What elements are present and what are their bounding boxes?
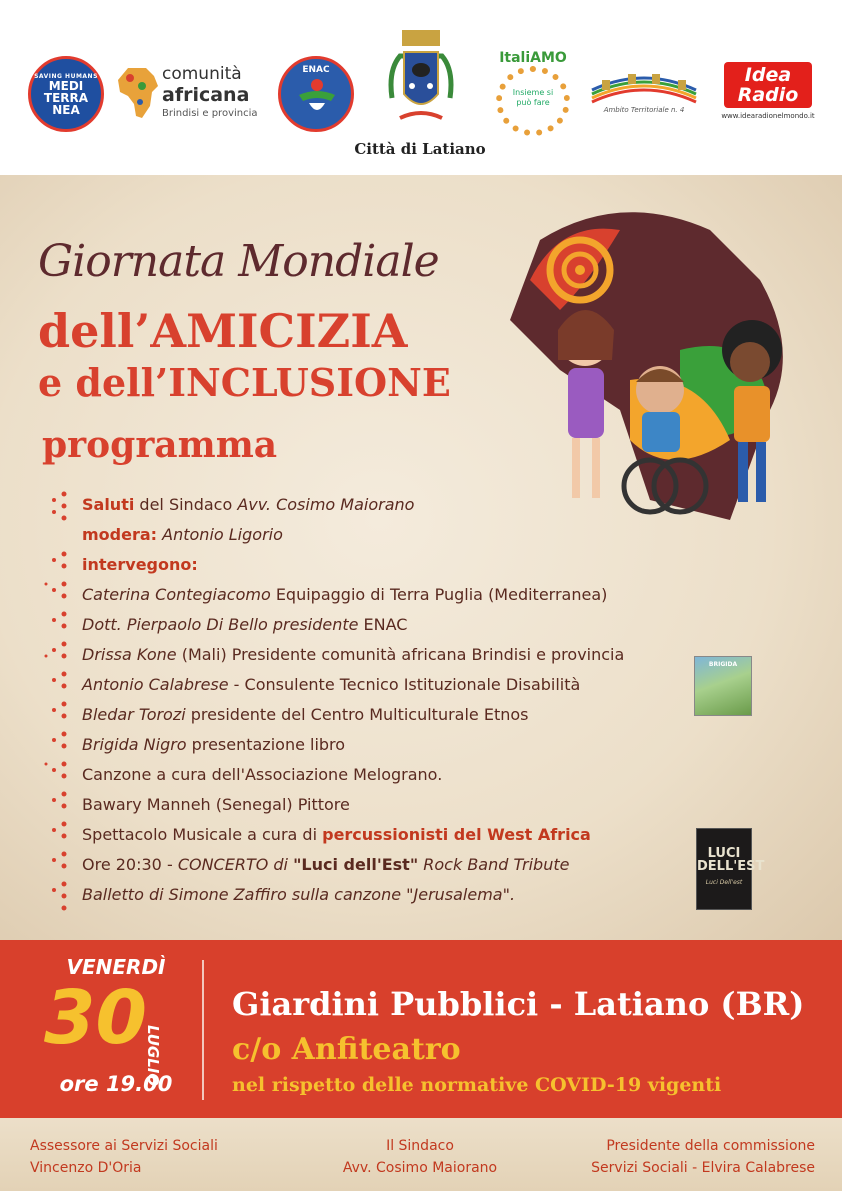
speaker-name: Dott. Pierpaolo Di Bello presidente (82, 615, 359, 634)
signature-role: Presidente della commissione (606, 1138, 815, 1154)
program-row-item (82, 880, 702, 910)
program-item-text: Spettacolo Musicale a cura di (82, 825, 323, 844)
balletto-text: Balletto di Simone Zaffiro sulla canzone "Jerusalema". (82, 885, 516, 904)
event-venue-detail: c/o Anfiteatro (232, 1032, 461, 1067)
mediterranea-name: MEDI TERRA NEA (43, 78, 89, 117)
percussionisti-label: percussionisti del West Africa (322, 825, 591, 844)
signature-name: Vincenzo D'Oria (30, 1160, 142, 1176)
intervegono-label: intervegono: (82, 555, 198, 574)
title-script: Giornata Mondiale (38, 236, 439, 287)
comunita-line1: comunità (162, 64, 242, 84)
covid-notice: nel rispetto delle normative COVID-19 vigenti (232, 1074, 722, 1096)
concert-time: Ore 20:30 - (82, 855, 178, 874)
book-cover-title: BRIGIDA (708, 661, 738, 668)
comunita-line3: Brindisi e provincia (162, 108, 258, 119)
speaker-role: ENAC (358, 615, 408, 634)
saluti-label: Saluti (82, 495, 135, 514)
mediterranea-logo (28, 56, 104, 132)
speaker-name: Bledar Torozi (82, 705, 186, 724)
signature-sindaco (330, 1135, 510, 1179)
logo-header (0, 0, 842, 175)
enac-label: ENAC (302, 65, 330, 75)
band-desc: Rock Band Tribute (418, 855, 570, 874)
band-poster-thumbnail (696, 828, 765, 910)
mediterranea-tagline: SAVING HUMANS (34, 72, 98, 80)
program-row-speaker (82, 580, 702, 610)
book-cover-thumbnail (694, 656, 752, 716)
ambito-logo (588, 66, 700, 118)
dots-decoration (40, 488, 68, 918)
speaker-role: Equipaggio di Terra Puglia (Mediterranea) (270, 585, 608, 604)
program-item-text: Canzone a cura dell'Associazione Melograno. (82, 765, 443, 784)
saluti-text: del Sindaco (134, 495, 238, 514)
title-main: dell’AMICIZIA (38, 304, 408, 358)
speaker-role: presidente del Centro Multiculturale Etnos (185, 705, 529, 724)
italiamo-motto: Insieme si può fare (512, 88, 554, 107)
signature-presidente (540, 1135, 815, 1179)
ambito-caption: Ambito Territoriale n. 4 (603, 106, 685, 114)
program-row-saluti (82, 490, 702, 520)
signature-name: Avv. Cosimo Maiorano (342, 1160, 498, 1176)
idea-radio-url: www.idearadionelmondo.it (721, 112, 815, 120)
people-icon (295, 77, 339, 117)
band-divider (202, 960, 204, 1100)
event-date-number: 30 (44, 975, 147, 1061)
sindaco-name: Avv. Cosimo Maiorano (237, 495, 415, 514)
idea-radio-logo (720, 62, 816, 122)
event-venue: Giardini Pubblici - Latiano (BR) (232, 985, 805, 1023)
program-row-speaker (82, 670, 702, 700)
program-row-speaker (82, 730, 702, 760)
program-row-item (82, 760, 702, 790)
event-day: VENERDÌ (66, 955, 166, 979)
programma-heading: programma (42, 424, 278, 466)
italiamo-title: ItaliAMO (499, 50, 567, 66)
band-name: "Luci dell'Est" (293, 855, 419, 874)
italiamo-logo (490, 50, 576, 136)
comunita-line2: africana (162, 84, 250, 106)
band-poster-title: LUCI DELL'EST (697, 846, 765, 874)
speaker-role: (Mali) Presidente comunità africana Brindisi e provincia (176, 645, 625, 664)
program-list (82, 490, 702, 910)
band-poster-signature: Luci Dell'est (705, 879, 743, 886)
event-month: LUGLIO (144, 1025, 162, 1087)
title-sub: e dell’INCLUSIONE (38, 360, 451, 405)
enac-logo (278, 56, 354, 132)
program-row-speaker (82, 700, 702, 730)
children-illustration (500, 200, 800, 530)
speaker-role: - Consulente Tecnico Istituzionale Disabilità (228, 675, 581, 694)
program-row-modera (82, 520, 702, 550)
signature-role: Il Sindaco (386, 1138, 454, 1154)
speaker-name: Drissa Kone (82, 645, 177, 664)
signature-assessore (30, 1135, 218, 1179)
signature-role: Assessore ai Servizi Sociali (30, 1138, 218, 1154)
program-row-speaker (82, 640, 702, 670)
city-caption: Città di Latiano (354, 140, 486, 158)
africa-map-icon (116, 66, 160, 120)
rainbow-icon (588, 66, 700, 106)
program-row-item (82, 790, 702, 820)
program-row-item (82, 820, 702, 850)
idea-radio-name: Idea Radio (724, 62, 812, 108)
speaker-name: Antonio Calabrese (82, 675, 229, 694)
concert-label: CONCERTO di (177, 855, 294, 874)
program-item-text: Bawary Manneh (Senegal) Pittore (82, 795, 350, 814)
program-row-speaker (82, 610, 702, 640)
program-row-intervegono (82, 550, 702, 580)
comunita-africana-logo (116, 64, 266, 126)
speaker-role: presentazione libro (186, 735, 346, 754)
program-row-concert (82, 850, 702, 880)
moderator-name: Antonio Ligorio (157, 525, 283, 544)
speaker-name: Caterina Contegiacomo (82, 585, 271, 604)
event-time: ore 19.00 (59, 1072, 173, 1096)
speaker-name: Brigida Nigro (82, 735, 187, 754)
latiano-crest-icon (386, 30, 456, 134)
signature-name: Servizi Sociali - Elvira Calabrese (591, 1160, 815, 1176)
modera-label: modera: (82, 525, 158, 544)
